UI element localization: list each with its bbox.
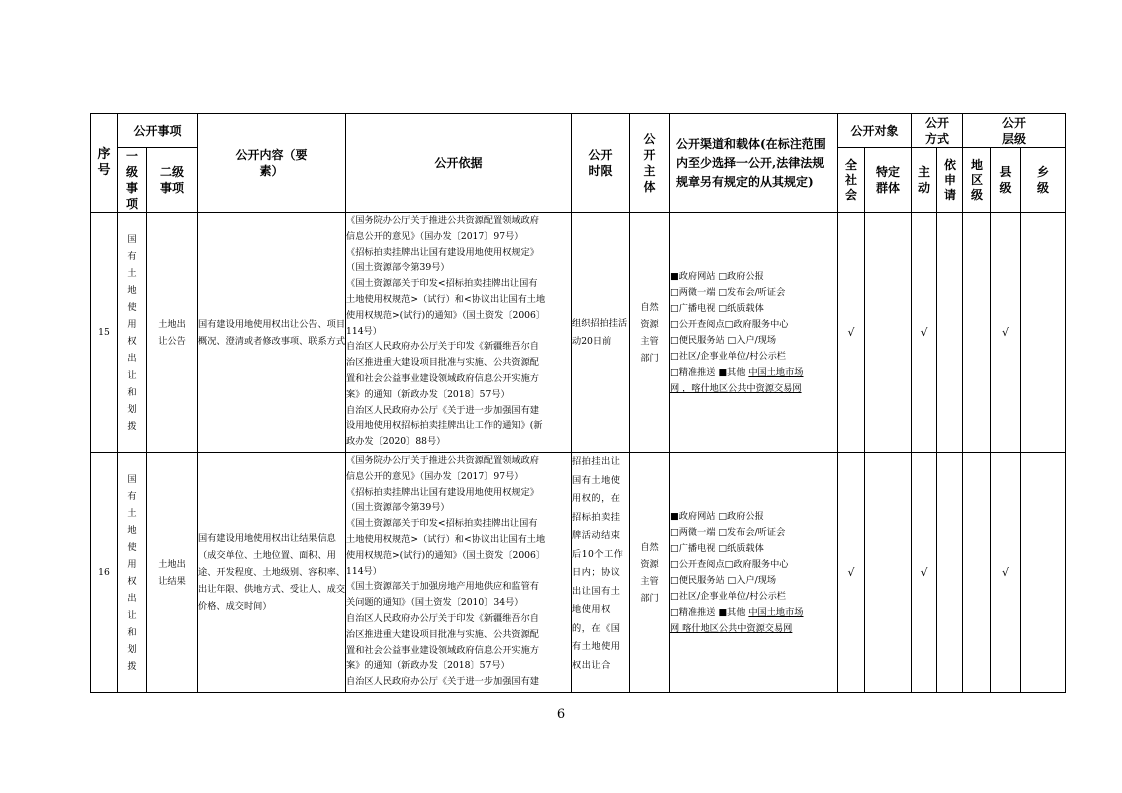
header-content (198, 114, 346, 213)
header-township-text: 乡级 (1037, 165, 1050, 195)
row-level1 (118, 453, 147, 693)
row-on-request (937, 213, 963, 453)
basis-line: （国土资源部令第39号） (346, 502, 450, 514)
channel-other-text: 网 喀什地区公共中资源交易网 (670, 622, 793, 634)
basis-line: 自治区人民政府办公厅《关于进一步加强国有建 (346, 404, 539, 416)
channel-other-text: 网 ，喀什地区公共中资源交易网 (670, 382, 802, 394)
basis-line: 使用权规范>(试行)的通知》（国土资发〔2006〕 (346, 309, 546, 321)
row-all-society: √ (838, 453, 865, 693)
basis-line: 《国务院办公厅关于推进公共资源配置领域政府 (346, 215, 539, 226)
row-all-society: √ (838, 213, 865, 453)
row-level2-text: 土地出让公告 (158, 318, 186, 347)
row-specific-group (865, 213, 912, 453)
row-specific-group (865, 453, 912, 693)
channel-line: □两微一端 □发布会/听证会 (670, 286, 786, 298)
row-number: 16 (91, 453, 118, 693)
basis-line: 《国土资源部关于印发<招标拍卖挂牌出让国有 (346, 278, 538, 290)
row-number: 15 (91, 213, 118, 453)
basis-line: 土地使用权规范>（试行）和<协议出让国有土地 (346, 293, 546, 305)
row-channels (670, 213, 838, 453)
channel-line: □社区/企事业单位/村公示栏 (670, 590, 786, 602)
row-county: √ (991, 453, 1021, 693)
channel-line-other (670, 365, 837, 381)
row-level2 (147, 213, 198, 453)
row-township (1021, 453, 1066, 693)
basis-line: 《国土资源部关于印发<招标拍卖挂牌出让国有 (346, 518, 538, 530)
channel-line-other (670, 605, 837, 621)
basis-line: 《招标拍卖挂牌出让国有建设用地使用权规定》 (346, 246, 539, 258)
row-level2 (147, 453, 198, 693)
header-level1-text: 一级事项 (125, 149, 138, 211)
header-row-1 (91, 114, 1066, 148)
basis-line: 114号） (346, 565, 382, 577)
header-basis: 公开依据 (346, 114, 572, 213)
basis-line: 114号） (346, 325, 382, 337)
channel-line: □两微一端 □发布会/听证会 (670, 526, 786, 538)
header-specific-group-text: 特定群体 (876, 165, 901, 195)
row-deadline: 招拍挂出让国有土地使用权的，在招标拍卖挂牌活动结束后10个工作日内；协议出让国有土地使用权的，在《国有土地使用权出让合 (572, 453, 630, 693)
header-county-text: 县级 (999, 165, 1012, 195)
channel-line: □公开查阅点□政府服务中心 (670, 318, 789, 330)
header-subject-text: 公开主体 (643, 132, 656, 194)
basis-line: 案》的通知（新政办发〔2018〕57号） (346, 388, 510, 400)
channel-line: ■政府网站 □政府公报 (670, 510, 764, 522)
header-specific-group (865, 148, 912, 213)
channel-line: □便民服务站 □入户/现场 (670, 574, 777, 586)
header-channels (670, 114, 838, 213)
channel-line: □广播电视 □纸质载体 (670, 302, 764, 314)
header-level1 (118, 148, 147, 213)
row-region (963, 453, 991, 693)
header-level (963, 114, 1066, 148)
row-deadline: 组织招拍挂活动20日前 (572, 213, 630, 453)
basis-line: 《国土资源部关于加强房地产用地供应和监管有 (346, 581, 539, 593)
row-subject (630, 453, 670, 693)
header-county (991, 148, 1021, 213)
row-subject-text: 自然资源主管部门 (640, 541, 659, 604)
row-level1 (118, 213, 147, 453)
row-on-request (937, 453, 963, 693)
header-region (963, 148, 991, 213)
row-township (1021, 213, 1066, 453)
channel-line: □公开查阅点□政府服务中心 (670, 558, 789, 570)
basis-line: 设用地使用权招标拍卖挂牌出让工作的通知》(新 (346, 420, 543, 432)
row-level2-text: 土地出让结果 (158, 558, 186, 587)
basis-line: （国土资源部令第39号） (346, 262, 450, 274)
basis-line: 案》的通知（新政办发〔2018〕57号） (346, 660, 510, 672)
row-basis (346, 453, 572, 693)
row-basis (346, 213, 572, 453)
basis-line: 自治区人民政府办公厅关于印发《新疆维吾尔自 (346, 341, 539, 353)
header-method-text: 公开方式 (925, 115, 950, 146)
header-deadline-text: 公开时限 (588, 148, 613, 178)
channel-line: ■政府网站 □政府公报 (670, 270, 764, 282)
table-row (91, 453, 1066, 693)
table-row (91, 213, 1066, 453)
channel-other-text: 中国土地市场 (748, 366, 804, 378)
channel-line: □广播电视 □纸质载体 (670, 542, 764, 554)
basis-line: 《招标拍卖挂牌出让国有建设用地使用权规定》 (346, 486, 539, 498)
header-region-text: 地区级 (971, 157, 984, 202)
basis-line: 置和社会公益事业建设领域政府信息公开实施方 (346, 644, 539, 656)
basis-line: 自治区人民政府办公厅《关于进一步加强国有建 (346, 676, 539, 688)
channel-line: □社区/企事业单位/村公示栏 (670, 350, 786, 362)
row-content: 国有建设用地使用权出让公告、项目概况、澄清或者修改事项、联系方式 (198, 213, 346, 453)
channel-text: □精准推送 ■其他 (670, 366, 746, 378)
channel-line: □便民服务站 □入户/现场 (670, 334, 777, 346)
basis-line: 关问题的通知》（国土资发〔2010〕34号） (346, 597, 524, 609)
basis-line: 自治区人民政府办公厅关于印发《新疆维吾尔自 (346, 612, 539, 624)
header-active (912, 148, 937, 213)
disclosure-table (90, 113, 1066, 693)
row-level1-text: 国有土地使用权出让和划拨 (127, 473, 137, 672)
header-channels-text: 公开渠道和载体(在标注范围内至少选择一公开,法律法规规章另有规定的从其规定) (676, 136, 826, 189)
header-on-request (937, 148, 963, 213)
header-on-request-text: 依申请 (944, 157, 957, 202)
row-subject (630, 213, 670, 453)
header-level2-text: 二级事项 (160, 165, 185, 195)
header-deadline (572, 114, 630, 213)
channel-text: □精准推送 ■其他 (670, 606, 746, 618)
row-content: 国有建设用地使用权出让结果信息（成交单位、土地位置、面积、用途、开发程度、土地级别、容积率、出让年限、供地方式、受让人、成交价格、成交时间） (198, 453, 346, 693)
header-level2 (147, 148, 198, 213)
row-region (963, 213, 991, 453)
row-subject-text: 自然资源主管部门 (640, 301, 659, 364)
row-active: √ (912, 213, 937, 453)
header-active-text: 主动 (918, 165, 931, 195)
header-subject (630, 114, 670, 213)
header-all-society (838, 148, 865, 213)
basis-line: 政办发〔2020〕88号） (346, 436, 446, 448)
page-number: 6 (556, 707, 566, 722)
row-level1-text: 国有土地使用权出让和划拨 (127, 233, 137, 432)
basis-line: 治区推进重大建设项目批准与实施、公共资源配 (346, 628, 539, 640)
header-seq: 序号 (91, 114, 118, 213)
basis-line: 土地使用权规范>（试行）和<协议出让国有土地 (346, 533, 546, 545)
basis-line: 信息公开的意见》（国办发〔2017〕97号） (346, 230, 524, 242)
channel-other-text: 中国土地市场 (748, 606, 804, 618)
header-method (912, 114, 963, 148)
header-items: 公开事项 (118, 114, 198, 148)
header-all-society-text: 全社会 (845, 157, 858, 202)
header-content-text: 公开内容（要素） (235, 148, 308, 178)
basis-line: 《国务院办公厅关于推进公共资源配置领域政府 (346, 455, 539, 466)
basis-line: 治区推进重大建设项目批准与实施、公共资源配 (346, 357, 539, 369)
row-active: √ (912, 453, 937, 693)
basis-line: 信息公开的意见》（国办发〔2017〕97号） (346, 470, 524, 482)
row-channels (670, 453, 838, 693)
row-county: √ (991, 213, 1021, 453)
header-level-text: 公开层级 (1002, 115, 1027, 146)
basis-line: 置和社会公益事业建设领域政府信息公开实施方 (346, 372, 539, 384)
header-township (1021, 148, 1066, 213)
header-audience: 公开对象 (838, 114, 912, 148)
basis-line: 使用权规范>(试行)的通知》（国土资发〔2006〕 (346, 549, 546, 561)
